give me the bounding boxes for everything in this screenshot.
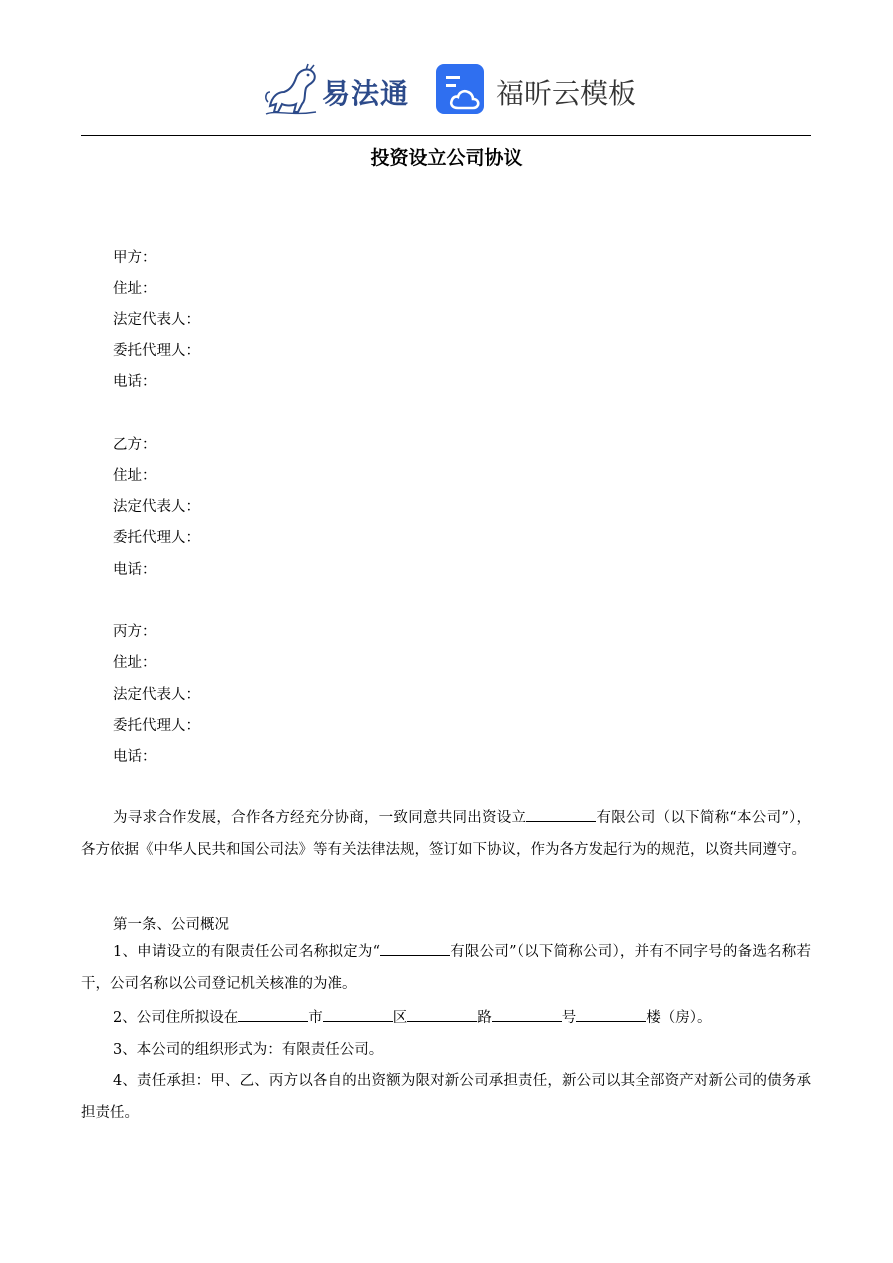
clause-2-text-d: 路: [477, 1010, 492, 1026]
district-blank: [323, 1007, 393, 1022]
page-header: [0, 60, 893, 122]
party-a-legal-rep: 法定代表人：: [113, 312, 200, 328]
clause-2-text-a: 2、公司住所拟设在: [113, 1010, 239, 1026]
clause-2-text-f: 楼（房）。: [646, 1010, 712, 1026]
party-a-address: 住址：: [113, 281, 157, 297]
intro-text-a: 为寻求合作发展，合作各方经充分协商，一致同意共同出资设立: [113, 810, 527, 826]
cloud-template-icon: [436, 64, 486, 116]
party-b-phone: 电话：: [113, 562, 157, 578]
clause-2-text-e: 号: [561, 1010, 577, 1026]
party-b-address: 住址：: [113, 468, 157, 484]
header-divider: [81, 135, 811, 136]
party-c-address: 住址：: [113, 655, 157, 671]
building-blank: [576, 1007, 646, 1022]
road-blank: [407, 1007, 477, 1022]
clause-2-text-b: 市: [308, 1010, 323, 1026]
company-name-blank-2: [380, 941, 450, 956]
party-c-legal-rep: 法定代表人：: [113, 687, 200, 703]
party-c-label: 丙方：: [113, 624, 157, 640]
party-a-agent: 委托代理人：: [113, 343, 200, 359]
party-a-label: 甲方：: [113, 250, 157, 266]
party-c-agent: 委托代理人：: [113, 718, 200, 734]
qilin-icon: [262, 62, 320, 118]
party-b-label: 乙方：: [113, 437, 157, 453]
article-1-heading: 第一条、公司概况: [113, 917, 229, 933]
city-blank: [238, 1007, 308, 1022]
number-blank: [492, 1007, 562, 1022]
party-b-agent: 委托代理人：: [113, 530, 200, 546]
intro-paragraph: [81, 803, 811, 866]
yifatong-logo: [262, 62, 412, 118]
clause-2: [81, 1003, 811, 1035]
party-a-phone: 电话：: [113, 374, 157, 390]
clause-1-text-b: 有限公司”（以下简称公司），并有不同字号的备选名称若干，公司名称以公司登记机关核准的为准。: [81, 944, 811, 992]
clause-3: 3、本公司的组织形式为：有限责任公司。: [113, 1042, 384, 1058]
clause-2-text-c: 区: [392, 1010, 408, 1026]
document-title: 投资设立公司协议: [370, 147, 523, 169]
intro-text-b: 有限公司（以下简称“本公司”），各方依据《中华人民共和国公司法》等有关法律法规，签订如下协议，作为各方发起行为的规范，以资共同遵守。: [81, 810, 812, 858]
party-c-phone: 电话：: [113, 749, 157, 765]
party-b-legal-rep: 法定代表人：: [113, 499, 200, 515]
company-name-blank: [526, 807, 596, 822]
clause-1: [81, 937, 811, 1000]
clause-1-text-a: 1、申请设立的有限责任公司名称拟定为“: [113, 944, 380, 960]
logo2-text: 福昕云模板: [496, 77, 637, 110]
logo1-text: 易法通: [322, 77, 410, 110]
fuxin-logo: [436, 64, 636, 116]
clause-4: 4、责任承担：甲、乙、丙方以各自的出资额为限对新公司承担责任，新公司以其全部资产对新公司的债务承担责任。: [81, 1073, 811, 1121]
